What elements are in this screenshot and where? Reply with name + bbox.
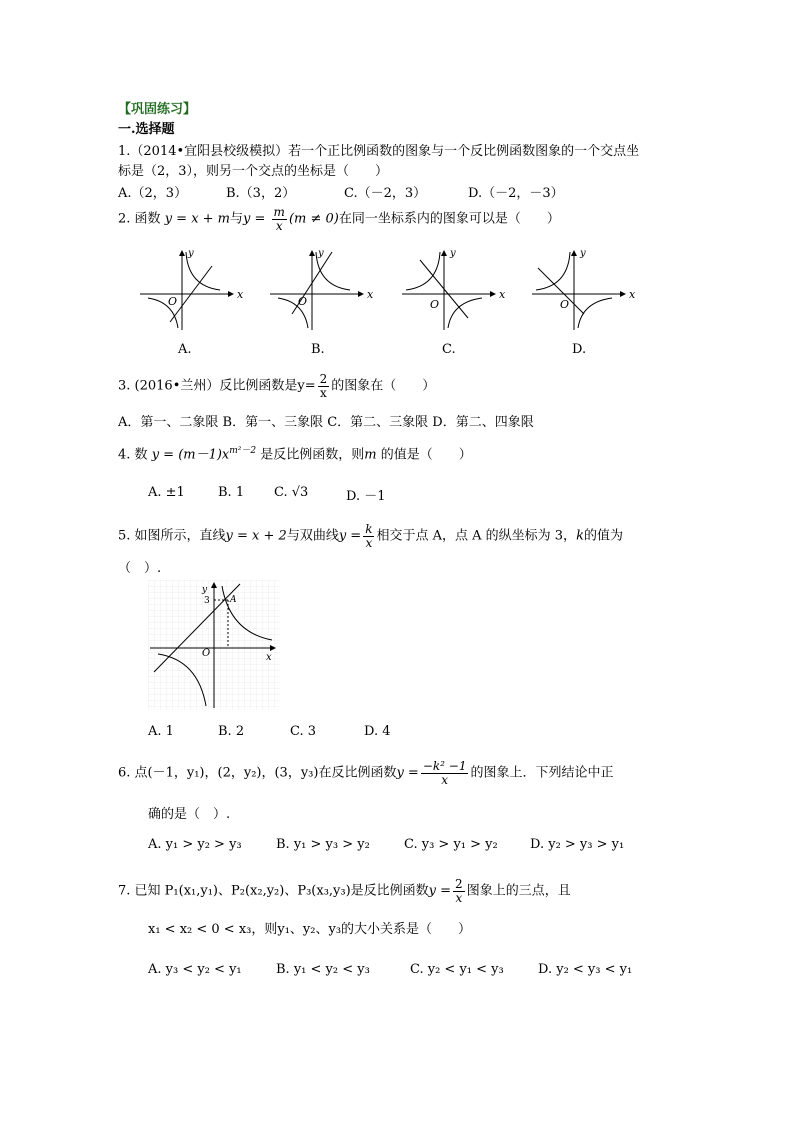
q4-option-b: B. 1 <box>218 485 245 500</box>
origin-label: O <box>560 298 570 311</box>
origin-label: O <box>168 295 178 308</box>
q7-fraction <box>453 878 465 904</box>
q1-option-c: C.（－2，3） <box>344 186 427 201</box>
q2-expr1: y = x + m <box>164 211 231 227</box>
q7-line1-pre: 7. 已知 P₁(x₁,y₁)、P₂(x₂,y₂)、P₃(x₃,y₃)是反比例函数 <box>118 883 429 899</box>
q5-question <box>118 523 623 549</box>
q4-expr: y = (m－1)x <box>151 447 230 463</box>
axis-x-label: x <box>266 652 272 663</box>
q5-fraction <box>363 523 374 549</box>
axis-x-label: x <box>629 288 636 301</box>
q3-options: A．第一、二象限 B．第一、三象限 C．第二、三象限 D．第二、四象限 <box>118 415 534 430</box>
q6-option-c: C. y₃ > y₁ > y₂ <box>404 837 498 852</box>
q3-frac-den: x <box>320 385 327 400</box>
q1-option-d: D.（－2，－3） <box>468 186 564 201</box>
axis-x-label: x <box>237 288 244 301</box>
q7-line1-post: 图象上的三点，且 <box>466 883 571 899</box>
q1-line2: 标是（2，3），则另一个交点的坐标是（ ） <box>118 164 389 179</box>
q2-graphs <box>130 242 650 342</box>
q4-option-a: A. ±1 <box>148 485 185 500</box>
q5-option-d: D. 4 <box>364 724 391 739</box>
q2-graph-b <box>270 248 374 330</box>
q2-graph-c <box>402 248 506 330</box>
q2-question <box>118 206 560 232</box>
q7-line2: x₁ < x₂ < 0 < x₃，则y₁、y₂、y₃的大小关系是（ ） <box>148 922 472 937</box>
q2-mid: 与 <box>230 211 244 227</box>
q5-prefix: 5. 如图所示，直线 <box>118 528 226 544</box>
q7-option-b: B. y₁ < y₂ < y₃ <box>276 962 370 977</box>
q2-label-b: B. <box>311 342 325 357</box>
q2-prefix: 2. 函数 <box>118 211 161 227</box>
q6-expr-lhs: y = <box>396 765 419 781</box>
q7-question <box>118 878 571 904</box>
q5-option-a: A. 1 <box>148 724 174 739</box>
q7-option-a: A. y₃ < y₂ < y₁ <box>148 962 242 977</box>
q2-label-c: C. <box>442 342 456 357</box>
q1-line1: 1.（2014•宜阳县校级模拟）若一个正比例函数的图象与一个反比例函数图象的一个交点坐 <box>118 144 640 159</box>
q3-fraction <box>318 373 330 399</box>
q2-suffix: 在同一坐标系内的图象可以是（ ） <box>338 211 560 227</box>
q6-frac-den: x <box>441 772 449 787</box>
q5-suffix: 相交于点 A，点 A 的纵坐标为 3， <box>376 528 577 544</box>
y-value-3-label: 3 <box>204 596 210 606</box>
q7-frac-num: 2 <box>455 877 463 891</box>
q2-expr2-cond: (m ≠ 0) <box>288 211 339 227</box>
origin-label: O <box>430 298 440 311</box>
q7-option-d: D. y₂ < y₃ < y₁ <box>538 962 633 977</box>
q4-prefix: 4. 数 <box>118 447 148 463</box>
q5-option-c: C. 3 <box>290 724 317 739</box>
axis-y-label: y <box>188 248 194 259</box>
q6-line1-pre: 6. 点(－1，y₁)，(2，y₂)，(3，y₃)在反比例函数 <box>118 765 397 781</box>
section-title: 【巩固练习】 <box>118 102 197 117</box>
q2-graph-d <box>532 248 636 330</box>
q2-fraction <box>272 206 287 232</box>
q2-graph-a <box>140 248 244 330</box>
q5-line2: （ ）. <box>118 561 162 576</box>
q4-var: m <box>364 447 377 463</box>
q3-expr-lhs: y= <box>297 378 316 394</box>
q6-question <box>118 760 613 786</box>
q7-option-c: C. y₂ < y₁ < y₃ <box>410 962 504 977</box>
q3-text-pre: 3. (2016•兰州）反比例函数是 <box>118 378 298 394</box>
q6-line1-post: 的图象上．下列结论中正 <box>470 765 614 781</box>
q2-label-a: A. <box>178 342 192 357</box>
axis-x-label: x <box>367 288 374 301</box>
q5-mid: 与双曲线 <box>286 528 339 544</box>
q1-option-b: B.（3，2） <box>226 186 296 201</box>
q2-expr2-lhs: y = <box>243 211 266 227</box>
q2-label-d: D. <box>572 342 587 357</box>
q1-option-a: A.（2，3） <box>118 186 188 201</box>
q6-option-b: B. y₁ > y₃ > y₂ <box>276 837 370 852</box>
q5-expr2-lhs: y = <box>338 528 362 544</box>
q4-option-d: D. －1 <box>346 489 386 504</box>
origin-label: O <box>202 648 211 659</box>
q6-option-a: A. y₁ > y₂ > y₃ <box>148 837 242 852</box>
q2-frac-num: m <box>273 205 285 219</box>
axis-x-label: x <box>499 288 506 301</box>
q2-frac-den: x <box>275 218 283 233</box>
q4-question <box>118 443 472 462</box>
q6-line2: 确的是（ ）. <box>148 807 231 822</box>
q5-suffix2: 的值为 <box>583 528 623 544</box>
section-heading: 一.选择题 <box>118 122 175 137</box>
q6-frac-num: −k² −1 <box>422 759 467 773</box>
axis-y-label: y <box>318 248 324 259</box>
q4-option-c: C. √3 <box>274 485 309 500</box>
q5-expr1: y = x + 2 <box>225 528 287 544</box>
q6-fraction <box>421 760 469 786</box>
q5-var: k <box>576 528 584 544</box>
q5-figure <box>148 580 280 710</box>
q6-option-d: D. y₂ > y₃ > y₁ <box>530 837 625 852</box>
q5-option-b: B. 2 <box>218 724 245 739</box>
q5-frac-num: k <box>365 522 373 536</box>
q4-exponent: m²－2 <box>229 446 257 456</box>
q3-text-post: 的图象在（ ） <box>331 378 436 394</box>
q5-frac-den: x <box>365 535 373 550</box>
q4-suffix: 是反比例函数，则 <box>260 447 365 463</box>
q7-frac-den: x <box>455 890 463 905</box>
q4-suffix2: 的值是（ ） <box>380 447 472 463</box>
axis-y-label: y <box>202 585 208 595</box>
axis-y-label: y <box>450 248 456 259</box>
axis-y-label: y <box>580 248 586 259</box>
q7-expr-lhs: y = <box>428 883 452 899</box>
origin-label: O <box>298 295 308 308</box>
q3-question <box>118 373 435 399</box>
point-a-label: A <box>230 595 237 605</box>
q3-frac-num: 2 <box>319 372 328 386</box>
